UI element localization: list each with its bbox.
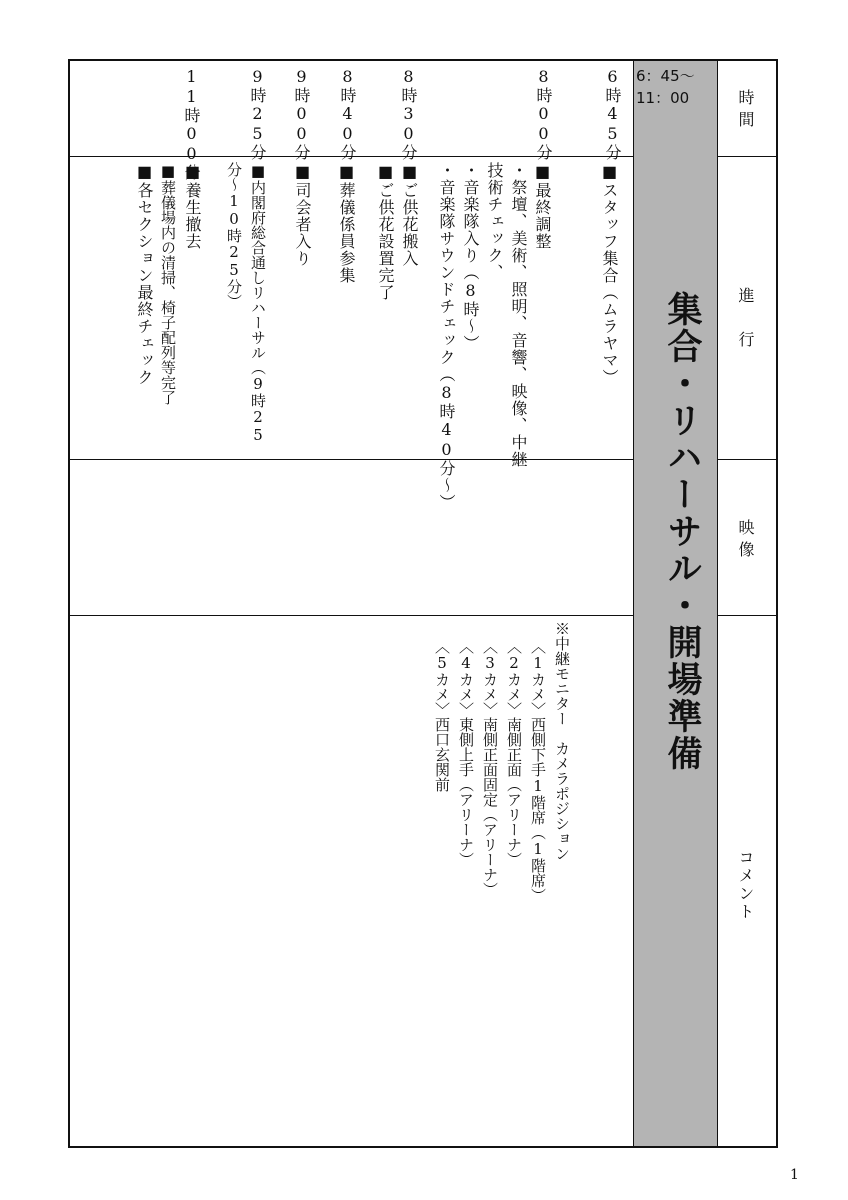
page-number: 1 [790,1167,799,1183]
progress-item: ■ご供花搬入 [400,162,419,267]
time-entry: 9時25分 [248,67,267,161]
time-entry: 8時30分 [399,67,418,161]
header-progress: 進 行 [736,287,755,353]
progress-item: ・祭壇、美術、照明、音響、映像、中継 [509,162,528,468]
time-entry: 8時00分 [534,67,553,161]
progress-item: ■内閣府総合通しリハーサル（9時25 [249,162,267,444]
comment-line: ※中継モニター カメラポジション [553,621,571,861]
time-entry: 11時00分 [182,67,201,181]
progress-item: ■葬儀係員参集 [337,162,356,284]
comment-line: 〈3カメ〉南側正面固定（アリーナ） [481,639,499,897]
section-time-range: 6：45〜 11：00 [636,67,695,107]
comment-line: 〈4カメ〉東側上手（アリーナ） [457,639,475,867]
progress-item: ■ご供花設置完了 [376,162,395,301]
header-time: 時間 [736,89,755,133]
comment-line: 〈1カメ〉西側下手1階席（1階席） [529,639,547,903]
section-title: 集合・リハーサル・開場準備 [662,291,702,772]
progress-item: ■最終調整 [533,162,552,250]
schedule-table [68,59,778,1148]
progress-item: ・音楽隊サウンドチェック（8時40分〜） [437,162,456,511]
progress-item: ■司会者入り [293,162,312,267]
progress-item: ■養生撤去 [183,162,202,250]
comment-line: 〈2カメ〉南側正面（アリーナ） [505,639,523,867]
progress-item: ・音楽隊入り（8時〜） [461,162,480,352]
header-comment: コメント [736,849,755,921]
progress-item: 分〜10時25分） [225,162,243,309]
time-entry: 9時00分 [292,67,311,161]
progress-item: ■スタッフ集合（ムラヤマ） [600,162,619,386]
time-entry: 6時45分 [603,67,622,161]
time-entry: 8時40分 [338,67,357,161]
comment-line: 〈5カメ〉西口玄関前 [433,639,451,792]
header-video: 映像 [736,519,755,563]
progress-item: 技術チェック、 [485,162,504,281]
progress-item: ■各セクション最終チェック [135,162,154,386]
progress-item: ■葬儀場内の清掃、椅子配列等完了 [159,162,177,405]
